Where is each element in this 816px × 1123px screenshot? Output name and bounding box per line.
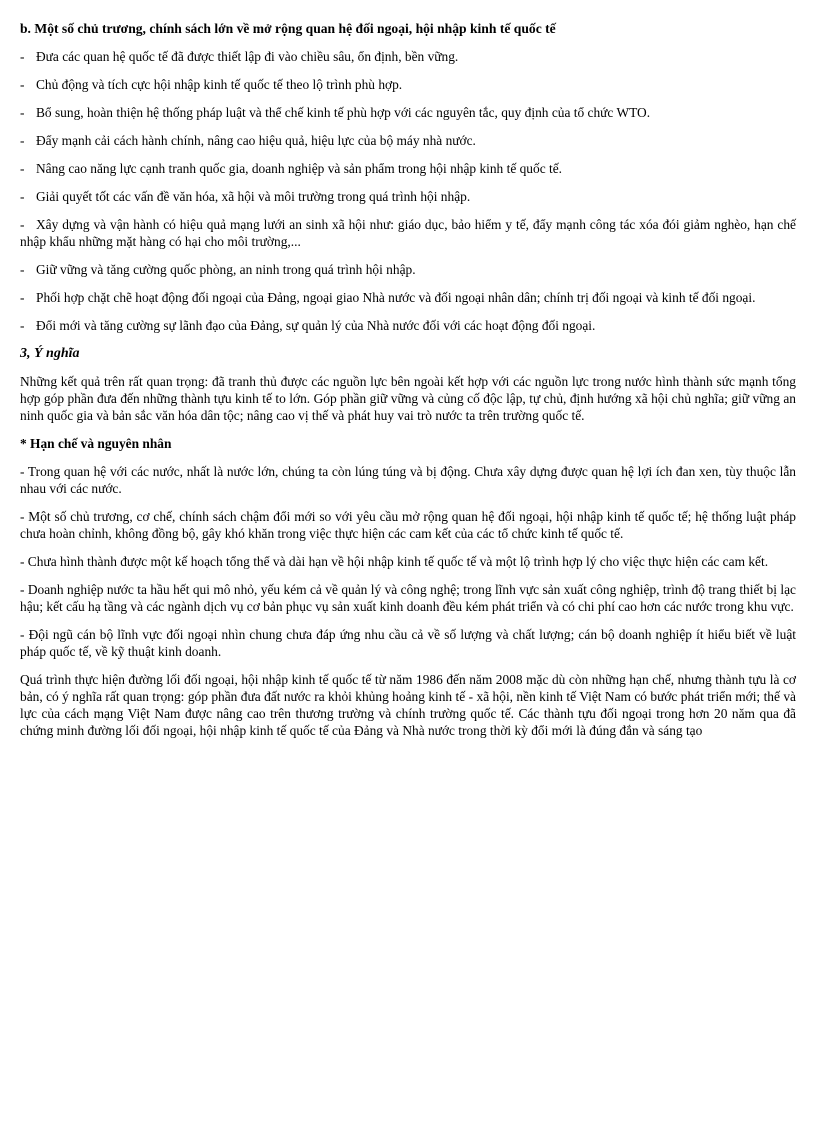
section-b-item-text: Bổ sung, hoàn thiện hệ thống pháp luật và thể chế kinh tế phù hợp với các nguyên tắc, quy định của tổ chức WTO.: [36, 105, 651, 120]
limits-item: - Chưa hình thành được một kế hoạch tổng thể và dài hạn về hội nhập kinh tế quốc tế và một lộ trình hợp lý cho việc thực hiện các cam kết.: [20, 554, 769, 569]
section-b-item: - Đẩy mạnh cải cách hành chính, nâng cao hiệu quả, hiệu lực của bộ máy nhà nước.: [20, 133, 476, 148]
section-b-item: - Giữ vững và tăng cường quốc phòng, an ninh trong quá trình hội nhập.: [20, 262, 416, 277]
section-b-item-text: Đổi mới và tăng cường sự lãnh đạo của Đảng, sự quản lý của Nhà nước đối với các hoạt động đối ngoại.: [36, 318, 596, 333]
section-b-item: - Nâng cao năng lực cạnh tranh quốc gia, doanh nghiệp và sản phẩm trong hội nhập kinh tế quốc tế.: [20, 161, 562, 176]
limits-item: - Trong quan hệ với các nước, nhất là nước lớn, chúng ta còn lúng túng và bị động. Chưa xây dựng được quan hệ lợi ích đan xen, tùy thuộc lẫn nhau với các nước.: [20, 464, 796, 496]
section-b-item-text: Nâng cao năng lực cạnh tranh quốc gia, doanh nghiệp và sản phẩm trong hội nhập kinh tế quốc tế.: [36, 161, 562, 176]
section-b-item-text: Chủ động và tích cực hội nhập kinh tế quốc tế theo lộ trình phù hợp.: [36, 77, 403, 92]
section-b-item-text: Giải quyết tốt các vấn đề văn hóa, xã hội và môi trường trong quá trình hội nhập.: [36, 189, 471, 204]
document-page: [20, 20, 796, 750]
section-b-item-text: Xây dựng và vận hành có hiệu quả mạng lưới an sinh xã hội như: giáo dục, bảo hiểm y tế, đẩy mạnh công tác xóa đói giảm nghèo, hạn chế nhập khẩu những mặt hàng có hại cho môi trường,...: [20, 217, 796, 249]
section-b-item: - Xây dựng và vận hành có hiệu quả mạng lưới an sinh xã hội như: giáo dục, bảo hiểm y tế, đẩy mạnh công tác xóa đói giảm nghèo, hạn chế nhập khẩu những mặt hàng có hại cho môi trường,...: [20, 217, 796, 249]
section-b-item: - Phối hợp chặt chẽ hoạt động đối ngoại của Đảng, ngoại giao Nhà nước và đối ngoại nhân dân; chính trị đối ngoại và kinh tế đối ngoại.: [20, 290, 756, 305]
section-b-item: - Đổi mới và tăng cường sự lãnh đạo của Đảng, sự quản lý của Nhà nước đối với các hoạt động đối ngoại.: [20, 318, 596, 333]
section-b-item: - Chủ động và tích cực hội nhập kinh tế quốc tế theo lộ trình phù hợp.: [20, 77, 403, 92]
section-b-item-text: Giữ vững và tăng cường quốc phòng, an ninh trong quá trình hội nhập.: [36, 262, 416, 277]
limits-heading: * Hạn chế và nguyên nhân: [20, 436, 172, 451]
section-b-item: - Bổ sung, hoàn thiện hệ thống pháp luật và thể chế kinh tế phù hợp với các nguyên tắc, quy định của tổ chức WTO.: [20, 105, 651, 120]
significance-paragraph: Những kết quả trên rất quan trọng: đã tranh thủ được các nguồn lực bên ngoài kết hợp với các nguồn lực trong nước hình thành sức mạnh tổng hợp góp phần đưa đến những thành tựu kinh tế to lớn. Góp phần giữ vững và củng cố độc lập, tự chủ, định hướng xã hội chủ nghĩa; giữ vững an ninh quốc gia và bản sắc văn hóa dân tộc; nâng cao vị thế và phát huy vai trò nước ta trên trường quốc tế.: [20, 374, 796, 423]
section-b-item-text: Phối hợp chặt chẽ hoạt động đối ngoại của Đảng, ngoại giao Nhà nước và đối ngoại nhân dân; chính trị đối ngoại và kinh tế đối ngoại.: [36, 290, 756, 305]
limits-item: - Doanh nghiệp nước ta hầu hết qui mô nhỏ, yếu kém cả về quản lý và công nghệ; trong lĩnh vực sản xuất công nghiệp, trình độ trang thiết bị lạc hậu; kết cấu hạ tầng và các ngành dịch vụ cơ bản phục vụ sản xuất kinh doanh đều kém phát triển và có chi phí cao hơn các nước trong khu vực.: [20, 582, 796, 614]
section-b-item: - Giải quyết tốt các vấn đề văn hóa, xã hội và môi trường trong quá trình hội nhập.: [20, 189, 471, 204]
section-b-item-text: Đẩy mạnh cải cách hành chính, nâng cao hiệu quả, hiệu lực của bộ máy nhà nước.: [36, 133, 476, 148]
section-b-item-text: Đưa các quan hệ quốc tế đã được thiết lập đi vào chiều sâu, ổn định, bền vững.: [36, 49, 459, 64]
section-3-heading: 3, Ý nghĩa: [20, 346, 80, 361]
limits-item: - Một số chủ trương, cơ chế, chính sách chậm đổi mới so với yêu cầu mở rộng quan hệ đối ngoại, hội nhập kinh tế quốc tế; hệ thống luật pháp chưa hoàn chỉnh, không đồng bộ, gây khó khăn trong việc thực hiện các cam kết của các tổ chức kinh tế quốc tế.: [20, 509, 796, 541]
limits-item: - Đội ngũ cán bộ lĩnh vực đối ngoại nhìn chung chưa đáp ứng nhu cầu cả về số lượng và chất lượng; cán bộ doanh nghiệp ít hiểu biết về luật pháp quốc tế, về kỹ thuật kinh doanh.: [20, 627, 796, 659]
conclusion-paragraph: Quá trình thực hiện đường lối đối ngoại, hội nhập kinh tế quốc tế từ năm 1986 đến năm 2008 mặc dù còn những hạn chế, nhưng thành tựu là cơ bản, có ý nghĩa rất quan trọng: góp phần đưa đất nước ra khỏi khủng hoảng kinh tế - xã hội, nền kinh tế Việt Nam có bước phát triển mới; thế và lực của cách mạng Việt Nam được nâng cao trên thương trường và chính trường quốc tế. Các thành tựu đối ngoại trong hơn 20 năm qua đã chứng minh đường lối đối ngoại, hội nhập kinh tế quốc tế của Đảng và Nhà nước trong thời kỳ đổi mới là đúng đắn và sáng tạo: [20, 672, 796, 738]
section-b-item: - Đưa các quan hệ quốc tế đã được thiết lập đi vào chiều sâu, ổn định, bền vững.: [20, 49, 459, 64]
section-b-heading: b. Một số chủ trương, chính sách lớn về mở rộng quan hệ đối ngoại, hội nhập kinh tế quốc tế: [20, 21, 556, 36]
